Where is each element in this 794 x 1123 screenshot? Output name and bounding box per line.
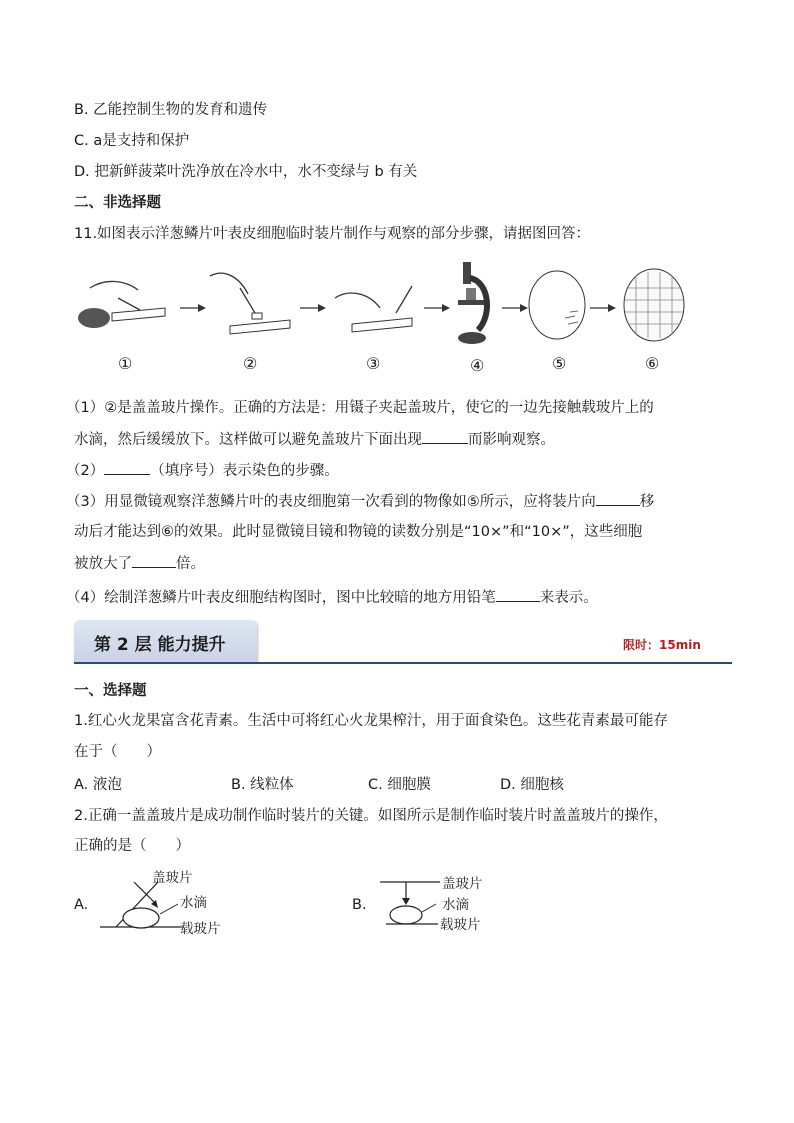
step3-illustration: [335, 286, 412, 332]
arrow-1: [180, 304, 206, 312]
section-rule: [74, 662, 732, 664]
q2-stem-line1: 2.正确一盖盖玻片是成功制作临时装片的关键。如图所示是制作临时装片时盖盖玻片的操作，: [74, 808, 668, 824]
arrow-3: [424, 304, 450, 312]
section-title-non-choice: 二、非选择题: [74, 195, 161, 211]
level2-banner-title: 第 2 层 能力提升: [94, 635, 226, 655]
q11-sub3-line2: 动后才能达到⑥的效果。此时显微镜目镜和物镜的读数分别是“10×”和“10×”，这些细胞: [74, 524, 643, 540]
answer-blank-2[interactable]: [104, 460, 150, 475]
q2-a-label-water: 水滴: [180, 895, 207, 911]
level2-banner: [74, 620, 257, 662]
q11-sub2: [66, 460, 339, 481]
q11-sub4: [66, 587, 598, 608]
answer-blank-4[interactable]: [132, 553, 176, 568]
step-label-5: ⑤: [552, 354, 567, 373]
q11-sub2-prefix: （2）: [66, 463, 105, 479]
q11-sub3-text-c: 被放大了: [74, 556, 132, 572]
q11-sub3-text-b: 移: [639, 494, 655, 510]
step1-illustration: [78, 281, 165, 328]
answer-blank-5[interactable]: [496, 587, 540, 602]
q11-sub3-line1: [66, 491, 654, 512]
answer-blank-1[interactable]: [422, 429, 468, 444]
q11-sub1-text-a: 水滴，然后缓缓放下。这样做可以避免盖玻片下面出现: [74, 432, 422, 448]
section-title-choice: 一、选择题: [74, 683, 147, 699]
q1-option-a[interactable]: A. 液泡: [74, 777, 122, 793]
q11-sub4-text-a: （4）绘制洋葱鳞片叶表皮细胞结构图时，图中比较暗的地方用铅笔: [66, 590, 496, 606]
q10-option-b: B. 乙能控制生物的发育和遗传: [74, 102, 268, 118]
q2-stem-line2: 正确的是（ ）: [74, 838, 190, 854]
q11-sub1-line1: （1）②是盖盖玻片操作。正确的方法是：用镊子夹起盖玻片，使它的一边先接触载玻片上的: [66, 400, 654, 416]
step6-view: [624, 269, 684, 341]
step-label-3: ③: [366, 354, 381, 373]
q11-sub3-text-d: 倍。: [176, 556, 205, 572]
q11-sub2-text: （填序号）表示染色的步骤。: [150, 463, 339, 479]
step-label-4: ④: [470, 356, 485, 375]
step-label-2: ②: [243, 354, 258, 373]
step5-view: [529, 271, 585, 339]
step-label-1: ①: [118, 354, 133, 373]
step4-microscope: [458, 262, 487, 344]
q11-sub1-text-b: 而影响观察。: [468, 432, 555, 448]
q2-a-label-slide: 载玻片: [180, 921, 221, 937]
q1-option-d[interactable]: D. 细胞核: [500, 777, 564, 793]
q11-sub3-text-a: （3）用显微镜观察洋葱鳞片叶的表皮细胞第一次看到的物像如⑤所示，应将装片向: [66, 494, 596, 510]
q1-option-b[interactable]: B. 线粒体: [231, 777, 294, 793]
q2-option-a-letter[interactable]: A.: [74, 897, 89, 913]
q11-sub4-text-b: 来表示。: [539, 590, 598, 606]
q11-sub1-line2: [74, 429, 555, 450]
q11-stem: 11.如图表示洋葱鳞片叶表皮细胞临时装片制作与观察的部分步骤，请据图回答：: [74, 226, 591, 242]
arrow-4: [502, 304, 528, 312]
q1-stem-line1: 1.红心火龙果富含花青素。生活中可将红心火龙果榨汁，用于面食染色。这些花青素最可能存: [74, 713, 668, 729]
answer-blank-3[interactable]: [596, 491, 640, 506]
q2-b-label-slide: 载玻片: [440, 917, 481, 933]
arrow-5: [590, 304, 616, 312]
q10-option-d: D. 把新鲜菠菜叶洗净放在冷水中，水不变绿与 b 有关: [74, 164, 418, 180]
q2-b-label-water: 水滴: [442, 897, 469, 913]
q2-b-label-cover: 盖玻片: [442, 876, 483, 892]
step-label-6: ⑥: [645, 354, 660, 373]
arrow-2: [300, 304, 326, 312]
time-limit: 限时：15min: [623, 638, 701, 652]
q1-stem-line2: 在于（ ）: [74, 744, 161, 760]
q10-option-c: C. a是支持和保护: [74, 133, 190, 149]
q1-option-c[interactable]: C. 细胞膜: [368, 777, 431, 793]
q2-option-b-letter[interactable]: B.: [352, 897, 367, 913]
step2-illustration: [210, 273, 290, 334]
q11-sub3-line3: [74, 553, 205, 574]
q2-a-label-cover: 盖玻片: [152, 870, 193, 886]
